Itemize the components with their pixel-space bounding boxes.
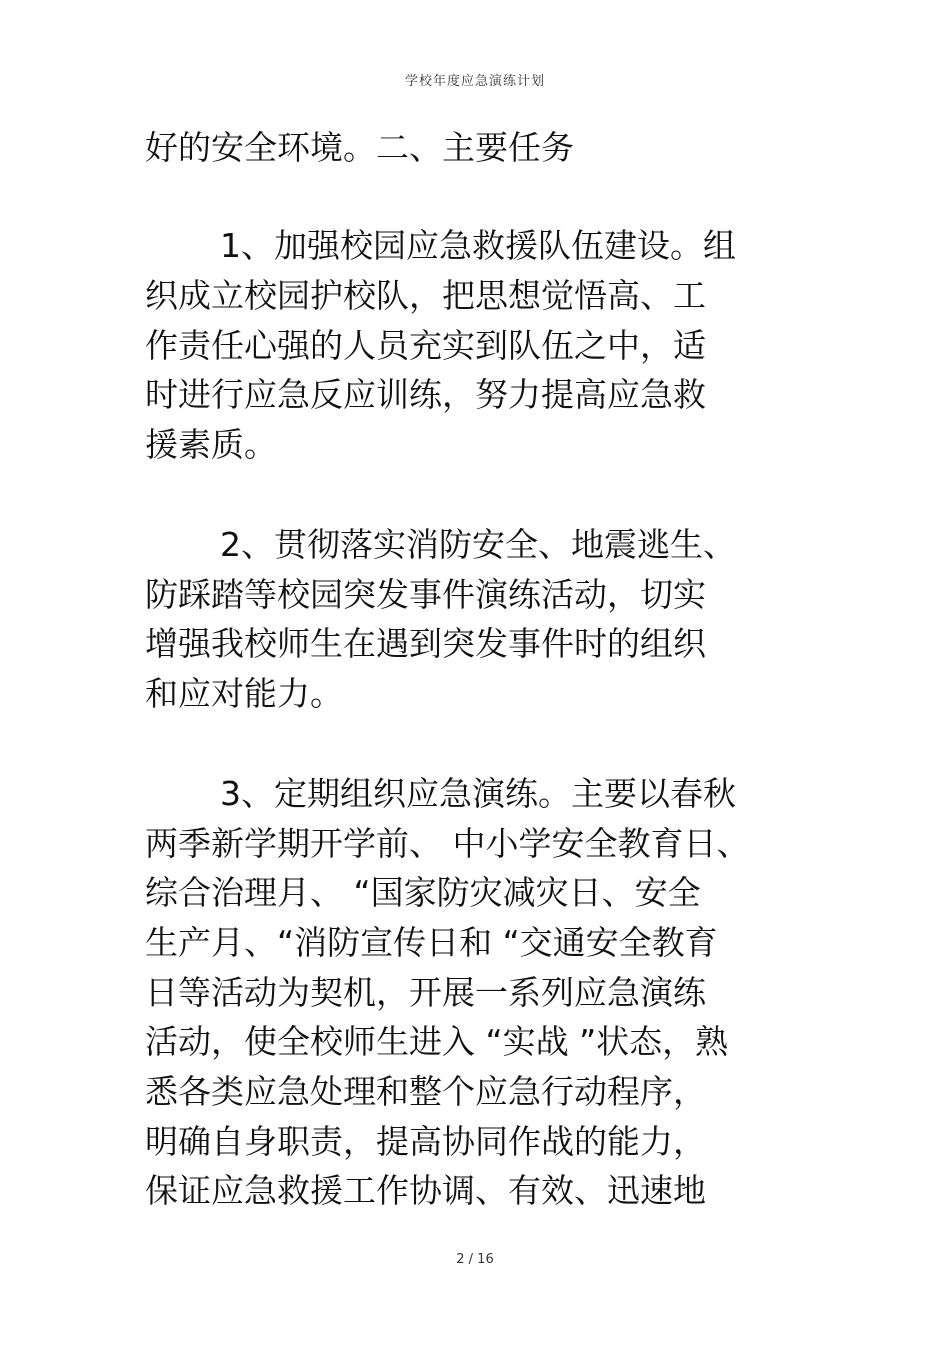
text-line: 悉各类应急处理和整个应急行动程序， — [145, 1072, 706, 1111]
text-line: 生产月、“消防宣传日和 “交通安全教育 — [145, 923, 718, 962]
text-line: 时进行应急反应训练，努力提高应急救 — [145, 375, 706, 414]
text-line: 3、定期组织应急演练。主要以春秋 — [220, 774, 736, 813]
text-line: 作责任心强的人员充实到队伍之中，适 — [145, 326, 706, 365]
text-line: 和应对能力。 — [145, 674, 343, 713]
page-number: 2 / 16 — [456, 1252, 494, 1267]
text-line: 两季新学期开学前、 中小学安全教育日、 — [145, 824, 750, 863]
text-line: 织成立校园护校队，把思想觉悟高、工 — [145, 276, 706, 315]
text-line: 增强我校师生在遇到突发事件时的组织 — [145, 624, 706, 663]
text-line: 活动，使全校师生进入 “实战 ”状态，熟 — [145, 1022, 729, 1061]
text-line: 援素质。 — [145, 425, 277, 464]
text-line: 防踩踏等校园突发事件演练活动，切实 — [145, 575, 706, 614]
text-line: 2、贯彻落实消防安全、地震逃生、 — [220, 525, 736, 564]
text-line: 综合治理月、 “国家防灾减灾日、安全 — [145, 873, 701, 912]
text-line: 好的安全环境。二、主要任务 — [145, 128, 574, 167]
page-header-title: 学校年度应急演练计划 — [404, 74, 545, 89]
text-line: 保证应急救援工作协调、有效、迅速地 — [145, 1171, 706, 1210]
text-line: 日等活动为契机，开展一系列应急演练 — [145, 973, 706, 1012]
text-line: 明确自身职责，提高协同作战的能力， — [145, 1122, 706, 1161]
text-line: 1、加强校园应急救援队伍建设。组 — [220, 226, 736, 265]
